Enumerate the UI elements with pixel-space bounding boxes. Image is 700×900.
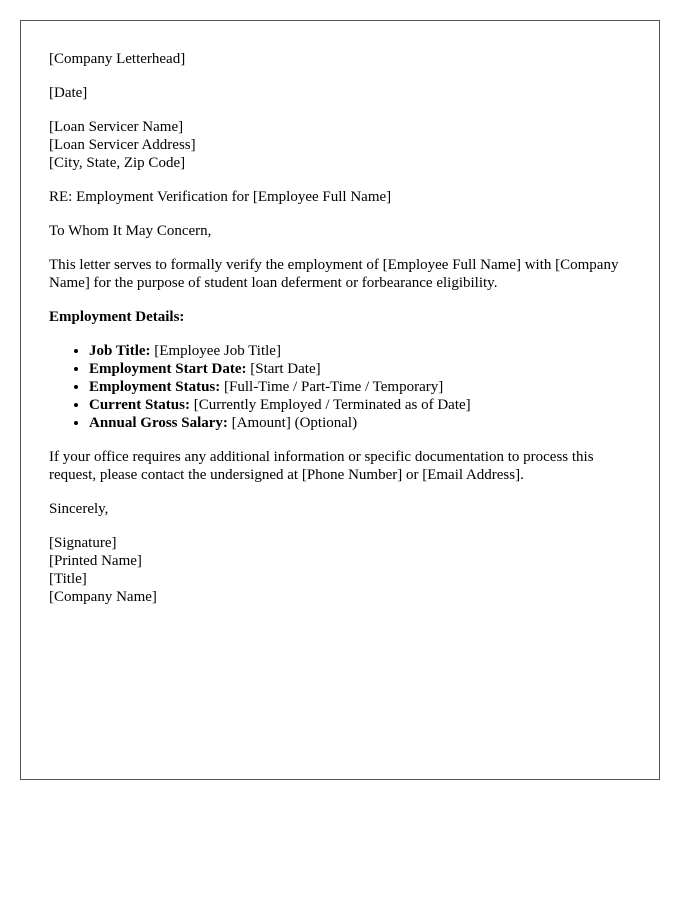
company-letterhead: [Company Letterhead] [49, 51, 186, 67]
detail-label: Job Title: [89, 343, 151, 359]
intro-paragraph: This letter serves to formally verify the employment of [Employee Full Name] with [Company Name] for the purpose of student loan deferment or forbearance eligibility. [49, 257, 619, 291]
signature: [Signature] [49, 535, 117, 551]
detail-value: [Full-Time / Part-Time / Temporary] [220, 379, 444, 395]
detail-item-employment-status [89, 378, 631, 396]
contact-paragraph: If your office requires any additional information or specific documentation to process this request, please contact the undersigned at [Phone Number] or [Email Address]. [49, 449, 594, 483]
recipient-address [49, 118, 631, 172]
closing: Sincerely, [49, 501, 109, 517]
detail-label: Employment Status: [89, 379, 221, 395]
detail-label: Current Status: [89, 397, 190, 413]
detail-label: Annual Gross Salary: [89, 415, 228, 431]
loan-servicer-address: [Loan Servicer Address] [49, 137, 196, 153]
detail-value: [Start Date] [246, 361, 321, 377]
loan-servicer-name: [Loan Servicer Name] [49, 119, 184, 135]
detail-item-annual-salary [89, 414, 631, 432]
signature-block [49, 534, 631, 606]
subject-line: RE: Employment Verification for [Employee Full Name] [49, 189, 392, 205]
detail-value: [Employee Job Title] [150, 343, 281, 359]
detail-item-job-title [89, 342, 631, 360]
letter-page [20, 20, 660, 780]
salutation: To Whom It May Concern, [49, 223, 212, 239]
signer-company-name: [Company Name] [49, 589, 157, 605]
printed-name: [Printed Name] [49, 553, 142, 569]
employment-details-heading: Employment Details: [49, 309, 185, 325]
detail-item-start-date [89, 360, 631, 378]
signer-title: [Title] [49, 571, 87, 587]
city-state-zip: [City, State, Zip Code] [49, 155, 186, 171]
detail-label: Employment Start Date: [89, 361, 247, 377]
detail-item-current-status [89, 396, 631, 414]
detail-value: [Currently Employed / Terminated as of Date] [189, 397, 471, 413]
employment-details-list [49, 342, 631, 432]
detail-value: [Amount] (Optional) [227, 415, 358, 431]
letter-date: [Date] [49, 85, 88, 101]
